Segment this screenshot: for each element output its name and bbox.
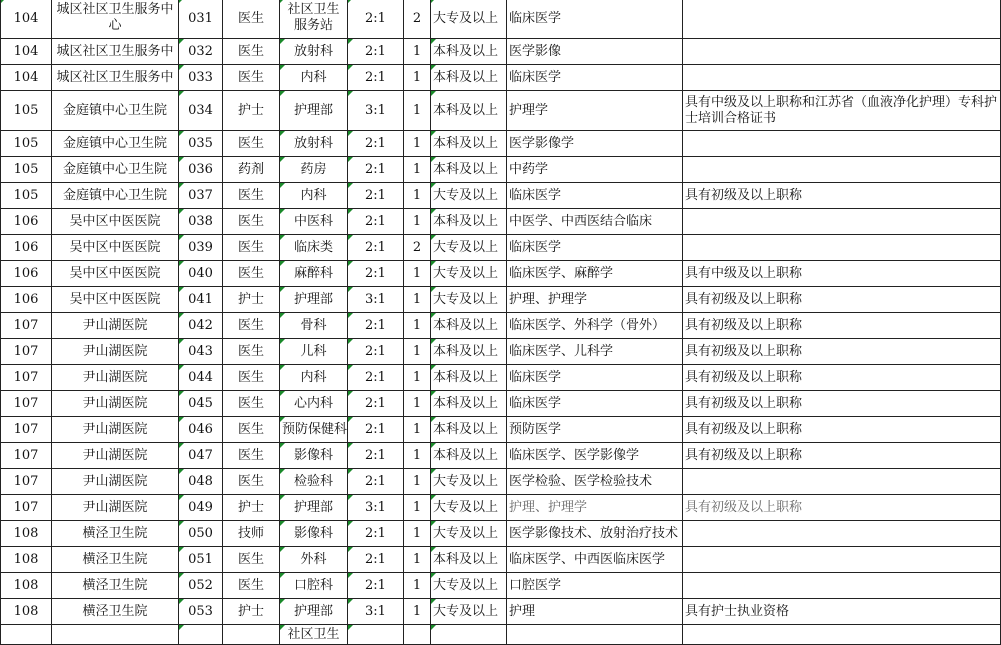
cell-other [683, 625, 1001, 645]
cell-other: 具有初级及以上职称 [683, 495, 1001, 521]
cell-type: 医生 [223, 573, 280, 599]
cell-dept: 护理部 [280, 91, 348, 131]
cell-code: 051 [179, 547, 223, 573]
cell-type: 医生 [223, 391, 280, 417]
cell-unit: 吴中区中医医院 [52, 261, 179, 287]
cell-edu: 大专及以上 [431, 521, 507, 547]
cell-ratio: 2:1 [348, 235, 404, 261]
cell-edu: 大专及以上 [431, 261, 507, 287]
cell-edu: 本科及以上 [431, 313, 507, 339]
cell-code: 033 [179, 65, 223, 91]
cell-dept: 口腔科 [280, 573, 348, 599]
cell-num: 1 [404, 157, 431, 183]
cell-type: 医生 [223, 39, 280, 65]
cell-edu: 本科及以上 [431, 157, 507, 183]
cell-ratio: 2:1 [348, 131, 404, 157]
cell-unit: 金庭镇中心卫生院 [52, 183, 179, 209]
cell-ratio: 2:1 [348, 39, 404, 65]
cell-major: 临床医学 [507, 183, 683, 209]
cell-unit: 尹山湖医院 [52, 365, 179, 391]
cell-other [683, 65, 1001, 91]
cell-other [683, 469, 1001, 495]
table-row [1, 443, 1001, 469]
cell-dept: 儿科 [280, 339, 348, 365]
cell-num: 2 [404, 0, 431, 39]
table-row [1, 469, 1001, 495]
cell-ratio: 2:1 [348, 209, 404, 235]
table-row [1, 91, 1001, 131]
cell-edu: 大专及以上 [431, 235, 507, 261]
cell-edu: 本科及以上 [431, 209, 507, 235]
cell-type: 医生 [223, 0, 280, 39]
cell-num: 1 [404, 495, 431, 521]
cell-area [1, 625, 52, 645]
cell-dept: 中医科 [280, 209, 348, 235]
cell-ratio: 3:1 [348, 91, 404, 131]
cell-num: 1 [404, 65, 431, 91]
cell-num: 1 [404, 469, 431, 495]
cell-type: 医生 [223, 235, 280, 261]
cell-area: 105 [1, 131, 52, 157]
table-row [1, 287, 1001, 313]
cell-code [179, 625, 223, 645]
cell-unit: 吴中区中医医院 [52, 287, 179, 313]
cell-ratio: 3:1 [348, 599, 404, 625]
cell-unit: 吴中区中医医院 [52, 235, 179, 261]
cell-area: 107 [1, 339, 52, 365]
cell-area: 106 [1, 261, 52, 287]
cell-type: 医生 [223, 547, 280, 573]
cell-major: 预防医学 [507, 417, 683, 443]
cell-type: 护士 [223, 599, 280, 625]
cell-type: 医生 [223, 313, 280, 339]
cell-area: 104 [1, 39, 52, 65]
cell-num: 1 [404, 287, 431, 313]
cell-dept: 影像科 [280, 443, 348, 469]
cell-major: 医学影像学 [507, 131, 683, 157]
cell-major: 临床医学、麻醉学 [507, 261, 683, 287]
cell-other: 具有中级及以上职称和江苏省（血液净化护理）专科护士培训合格证书 [683, 91, 1001, 131]
cell-num: 1 [404, 573, 431, 599]
cell-area: 106 [1, 287, 52, 313]
cell-unit: 横泾卫生院 [52, 547, 179, 573]
cell-code: 039 [179, 235, 223, 261]
cell-major: 临床医学 [507, 0, 683, 39]
cell-unit: 尹山湖医院 [52, 339, 179, 365]
cell-type [223, 625, 280, 645]
cell-code: 037 [179, 183, 223, 209]
cell-edu: 大专及以上 [431, 573, 507, 599]
cell-unit: 尹山湖医院 [52, 313, 179, 339]
cell-major: 护理 [507, 599, 683, 625]
cell-num: 1 [404, 391, 431, 417]
table-row [1, 417, 1001, 443]
cell-other [683, 547, 1001, 573]
cell-code: 034 [179, 91, 223, 131]
cell-dept: 护理部 [280, 287, 348, 313]
cell-dept: 检验科 [280, 469, 348, 495]
cell-area: 104 [1, 0, 52, 39]
cell-other [683, 0, 1001, 39]
cell-dept: 预防保健科 [280, 417, 348, 443]
cell-code: 032 [179, 39, 223, 65]
cell-area: 106 [1, 209, 52, 235]
cell-num: 1 [404, 443, 431, 469]
cell-unit: 城区社区卫生服务中 [52, 65, 179, 91]
cell-other: 具有初级及以上职称 [683, 183, 1001, 209]
cell-ratio: 2:1 [348, 469, 404, 495]
cell-ratio: 2:1 [348, 391, 404, 417]
cell-ratio: 2:1 [348, 573, 404, 599]
cell-major: 护理、护理学 [507, 287, 683, 313]
cell-code: 048 [179, 469, 223, 495]
cell-other [683, 521, 1001, 547]
cell-num: 1 [404, 131, 431, 157]
cell-dept: 护理部 [280, 495, 348, 521]
cell-area: 107 [1, 313, 52, 339]
cell-dept: 骨科 [280, 313, 348, 339]
cell-unit: 尹山湖医院 [52, 443, 179, 469]
cell-type: 医生 [223, 131, 280, 157]
cell-major: 医学影像技术、放射治疗技术 [507, 521, 683, 547]
cell-num: 1 [404, 313, 431, 339]
cell-edu: 本科及以上 [431, 417, 507, 443]
cell-area: 105 [1, 157, 52, 183]
cell-ratio: 3:1 [348, 495, 404, 521]
cell-num: 2 [404, 235, 431, 261]
cell-unit: 横泾卫生院 [52, 573, 179, 599]
cell-major: 护理、护理学 [507, 495, 683, 521]
table-row [1, 131, 1001, 157]
cell-type: 药剂 [223, 157, 280, 183]
cell-code: 041 [179, 287, 223, 313]
cell-edu: 大专及以上 [431, 469, 507, 495]
table-row [1, 65, 1001, 91]
cell-other: 具有初级及以上职称 [683, 313, 1001, 339]
cell-major: 临床医学 [507, 391, 683, 417]
table-row [1, 573, 1001, 599]
cell-type: 技师 [223, 521, 280, 547]
table-row [1, 183, 1001, 209]
cell-major: 临床医学 [507, 365, 683, 391]
cell-code: 031 [179, 0, 223, 39]
cell-dept: 内科 [280, 365, 348, 391]
cell-major: 中医学、中西医结合临床 [507, 209, 683, 235]
cell-type: 医生 [223, 261, 280, 287]
cell-unit: 金庭镇中心卫生院 [52, 157, 179, 183]
cell-area: 108 [1, 599, 52, 625]
cell-type: 医生 [223, 183, 280, 209]
table-row [1, 599, 1001, 625]
cell-code: 052 [179, 573, 223, 599]
cell-major: 临床医学、儿科学 [507, 339, 683, 365]
cell-unit: 横泾卫生院 [52, 521, 179, 547]
cell-code: 045 [179, 391, 223, 417]
cell-unit: 尹山湖医院 [52, 417, 179, 443]
cell-edu [431, 625, 507, 645]
cell-other: 具有初级及以上职称 [683, 339, 1001, 365]
cell-other: 具有初级及以上职称 [683, 287, 1001, 313]
table-row [1, 339, 1001, 365]
cell-type: 医生 [223, 209, 280, 235]
table-row [1, 365, 1001, 391]
table-row [1, 235, 1001, 261]
cell-other: 具有中级及以上职称 [683, 261, 1001, 287]
cell-edu: 本科及以上 [431, 547, 507, 573]
cell-major: 中药学 [507, 157, 683, 183]
cell-unit: 吴中区中医医院 [52, 209, 179, 235]
cell-edu: 大专及以上 [431, 495, 507, 521]
cell-ratio: 2:1 [348, 0, 404, 39]
cell-edu: 大专及以上 [431, 183, 507, 209]
cell-dept: 药房 [280, 157, 348, 183]
cell-area: 107 [1, 417, 52, 443]
cell-edu: 本科及以上 [431, 443, 507, 469]
cell-area: 108 [1, 521, 52, 547]
cell-code: 046 [179, 417, 223, 443]
cell-area: 105 [1, 183, 52, 209]
cell-ratio: 2:1 [348, 443, 404, 469]
cell-code: 035 [179, 131, 223, 157]
cell-type: 医生 [223, 417, 280, 443]
cell-dept: 临床类 [280, 235, 348, 261]
cell-dept: 心内科 [280, 391, 348, 417]
cell-code: 049 [179, 495, 223, 521]
cell-unit: 尹山湖医院 [52, 495, 179, 521]
cell-ratio: 3:1 [348, 287, 404, 313]
cell-ratio: 2:1 [348, 547, 404, 573]
cell-area: 105 [1, 91, 52, 131]
cell-dept: 护理部 [280, 599, 348, 625]
cell-type: 医生 [223, 65, 280, 91]
cell-num: 1 [404, 521, 431, 547]
cell-edu: 大专及以上 [431, 0, 507, 39]
cell-dept: 影像科 [280, 521, 348, 547]
cell-ratio: 2:1 [348, 183, 404, 209]
cell-major: 口腔医学 [507, 573, 683, 599]
cell-unit: 横泾卫生院 [52, 599, 179, 625]
cell-other [683, 131, 1001, 157]
cell-area: 108 [1, 547, 52, 573]
cell-code: 047 [179, 443, 223, 469]
cell-area: 107 [1, 365, 52, 391]
table-row [1, 521, 1001, 547]
cell-edu: 本科及以上 [431, 39, 507, 65]
cell-major: 护理学 [507, 91, 683, 131]
cell-ratio: 2:1 [348, 313, 404, 339]
cell-code: 044 [179, 365, 223, 391]
cell-other [683, 235, 1001, 261]
cell-edu: 大专及以上 [431, 287, 507, 313]
cell-dept: 内科 [280, 183, 348, 209]
cell-dept: 放射科 [280, 131, 348, 157]
table-row [1, 313, 1001, 339]
cell-num: 1 [404, 339, 431, 365]
cell-type: 医生 [223, 469, 280, 495]
cell-other: 具有初级及以上职称 [683, 417, 1001, 443]
cell-unit: 尹山湖医院 [52, 391, 179, 417]
cell-major [507, 625, 683, 645]
cell-unit: 金庭镇中心卫生院 [52, 131, 179, 157]
cell-unit [52, 625, 179, 645]
cell-other [683, 209, 1001, 235]
cell-other [683, 39, 1001, 65]
cell-unit: 尹山湖医院 [52, 469, 179, 495]
cell-edu: 本科及以上 [431, 131, 507, 157]
table-row [1, 39, 1001, 65]
cell-ratio [348, 625, 404, 645]
cell-area: 107 [1, 469, 52, 495]
cell-dept: 社区卫生 [280, 625, 348, 645]
cell-edu: 大专及以上 [431, 599, 507, 625]
cell-ratio: 2:1 [348, 65, 404, 91]
cell-major: 临床医学 [507, 235, 683, 261]
cell-code: 053 [179, 599, 223, 625]
table-row [1, 495, 1001, 521]
cell-dept: 麻醉科 [280, 261, 348, 287]
cell-type: 护士 [223, 91, 280, 131]
cell-num [404, 625, 431, 645]
cell-other: 具有初级及以上职称 [683, 391, 1001, 417]
cell-major: 医学检验、医学检验技术 [507, 469, 683, 495]
cell-other [683, 157, 1001, 183]
cell-area: 104 [1, 65, 52, 91]
cell-edu: 本科及以上 [431, 339, 507, 365]
cell-num: 1 [404, 261, 431, 287]
cell-unit: 城区社区卫生服务中心 [52, 0, 179, 39]
cell-edu: 本科及以上 [431, 391, 507, 417]
cell-code: 036 [179, 157, 223, 183]
cell-code: 043 [179, 339, 223, 365]
cell-major: 临床医学、医学影像学 [507, 443, 683, 469]
cell-area: 107 [1, 391, 52, 417]
cell-ratio: 2:1 [348, 339, 404, 365]
cell-major: 临床医学、中西医临床医学 [507, 547, 683, 573]
table-row [1, 547, 1001, 573]
cell-other [683, 573, 1001, 599]
table-row [1, 209, 1001, 235]
cell-num: 1 [404, 599, 431, 625]
cell-area: 106 [1, 235, 52, 261]
table-row [1, 625, 1001, 645]
cell-other: 具有护士执业资格 [683, 599, 1001, 625]
cell-code: 050 [179, 521, 223, 547]
cell-unit: 金庭镇中心卫生院 [52, 91, 179, 131]
cell-type: 医生 [223, 339, 280, 365]
cell-other: 具有初级及以上职称 [683, 365, 1001, 391]
cell-num: 1 [404, 183, 431, 209]
cell-edu: 本科及以上 [431, 91, 507, 131]
cell-num: 1 [404, 39, 431, 65]
table-row [1, 0, 1001, 39]
cell-edu: 本科及以上 [431, 365, 507, 391]
cell-ratio: 2:1 [348, 365, 404, 391]
cell-unit: 城区社区卫生服务中 [52, 39, 179, 65]
cell-area: 107 [1, 495, 52, 521]
cell-edu: 本科及以上 [431, 65, 507, 91]
cell-major: 医学影像 [507, 39, 683, 65]
cell-type: 医生 [223, 365, 280, 391]
cell-type: 护士 [223, 495, 280, 521]
cell-num: 1 [404, 91, 431, 131]
cell-code: 042 [179, 313, 223, 339]
cell-ratio: 2:1 [348, 261, 404, 287]
cell-type: 医生 [223, 443, 280, 469]
cell-major: 临床医学、外科学（骨外） [507, 313, 683, 339]
cell-code: 038 [179, 209, 223, 235]
cell-num: 1 [404, 547, 431, 573]
table-row [1, 157, 1001, 183]
cell-num: 1 [404, 209, 431, 235]
cell-ratio: 2:1 [348, 417, 404, 443]
cell-dept: 放射科 [280, 39, 348, 65]
cell-major: 临床医学 [507, 65, 683, 91]
table-body [1, 0, 1001, 645]
cell-type: 护士 [223, 287, 280, 313]
table-row [1, 391, 1001, 417]
cell-code: 040 [179, 261, 223, 287]
cell-num: 1 [404, 417, 431, 443]
cell-ratio: 2:1 [348, 157, 404, 183]
table-row [1, 261, 1001, 287]
cell-ratio: 2:1 [348, 521, 404, 547]
cell-area: 108 [1, 573, 52, 599]
cell-dept: 内科 [280, 65, 348, 91]
cell-area: 107 [1, 443, 52, 469]
cell-other: 具有初级及以上职称 [683, 443, 1001, 469]
cell-num: 1 [404, 365, 431, 391]
cell-dept: 社区卫生服务站 [280, 0, 348, 39]
cell-dept: 外科 [280, 547, 348, 573]
